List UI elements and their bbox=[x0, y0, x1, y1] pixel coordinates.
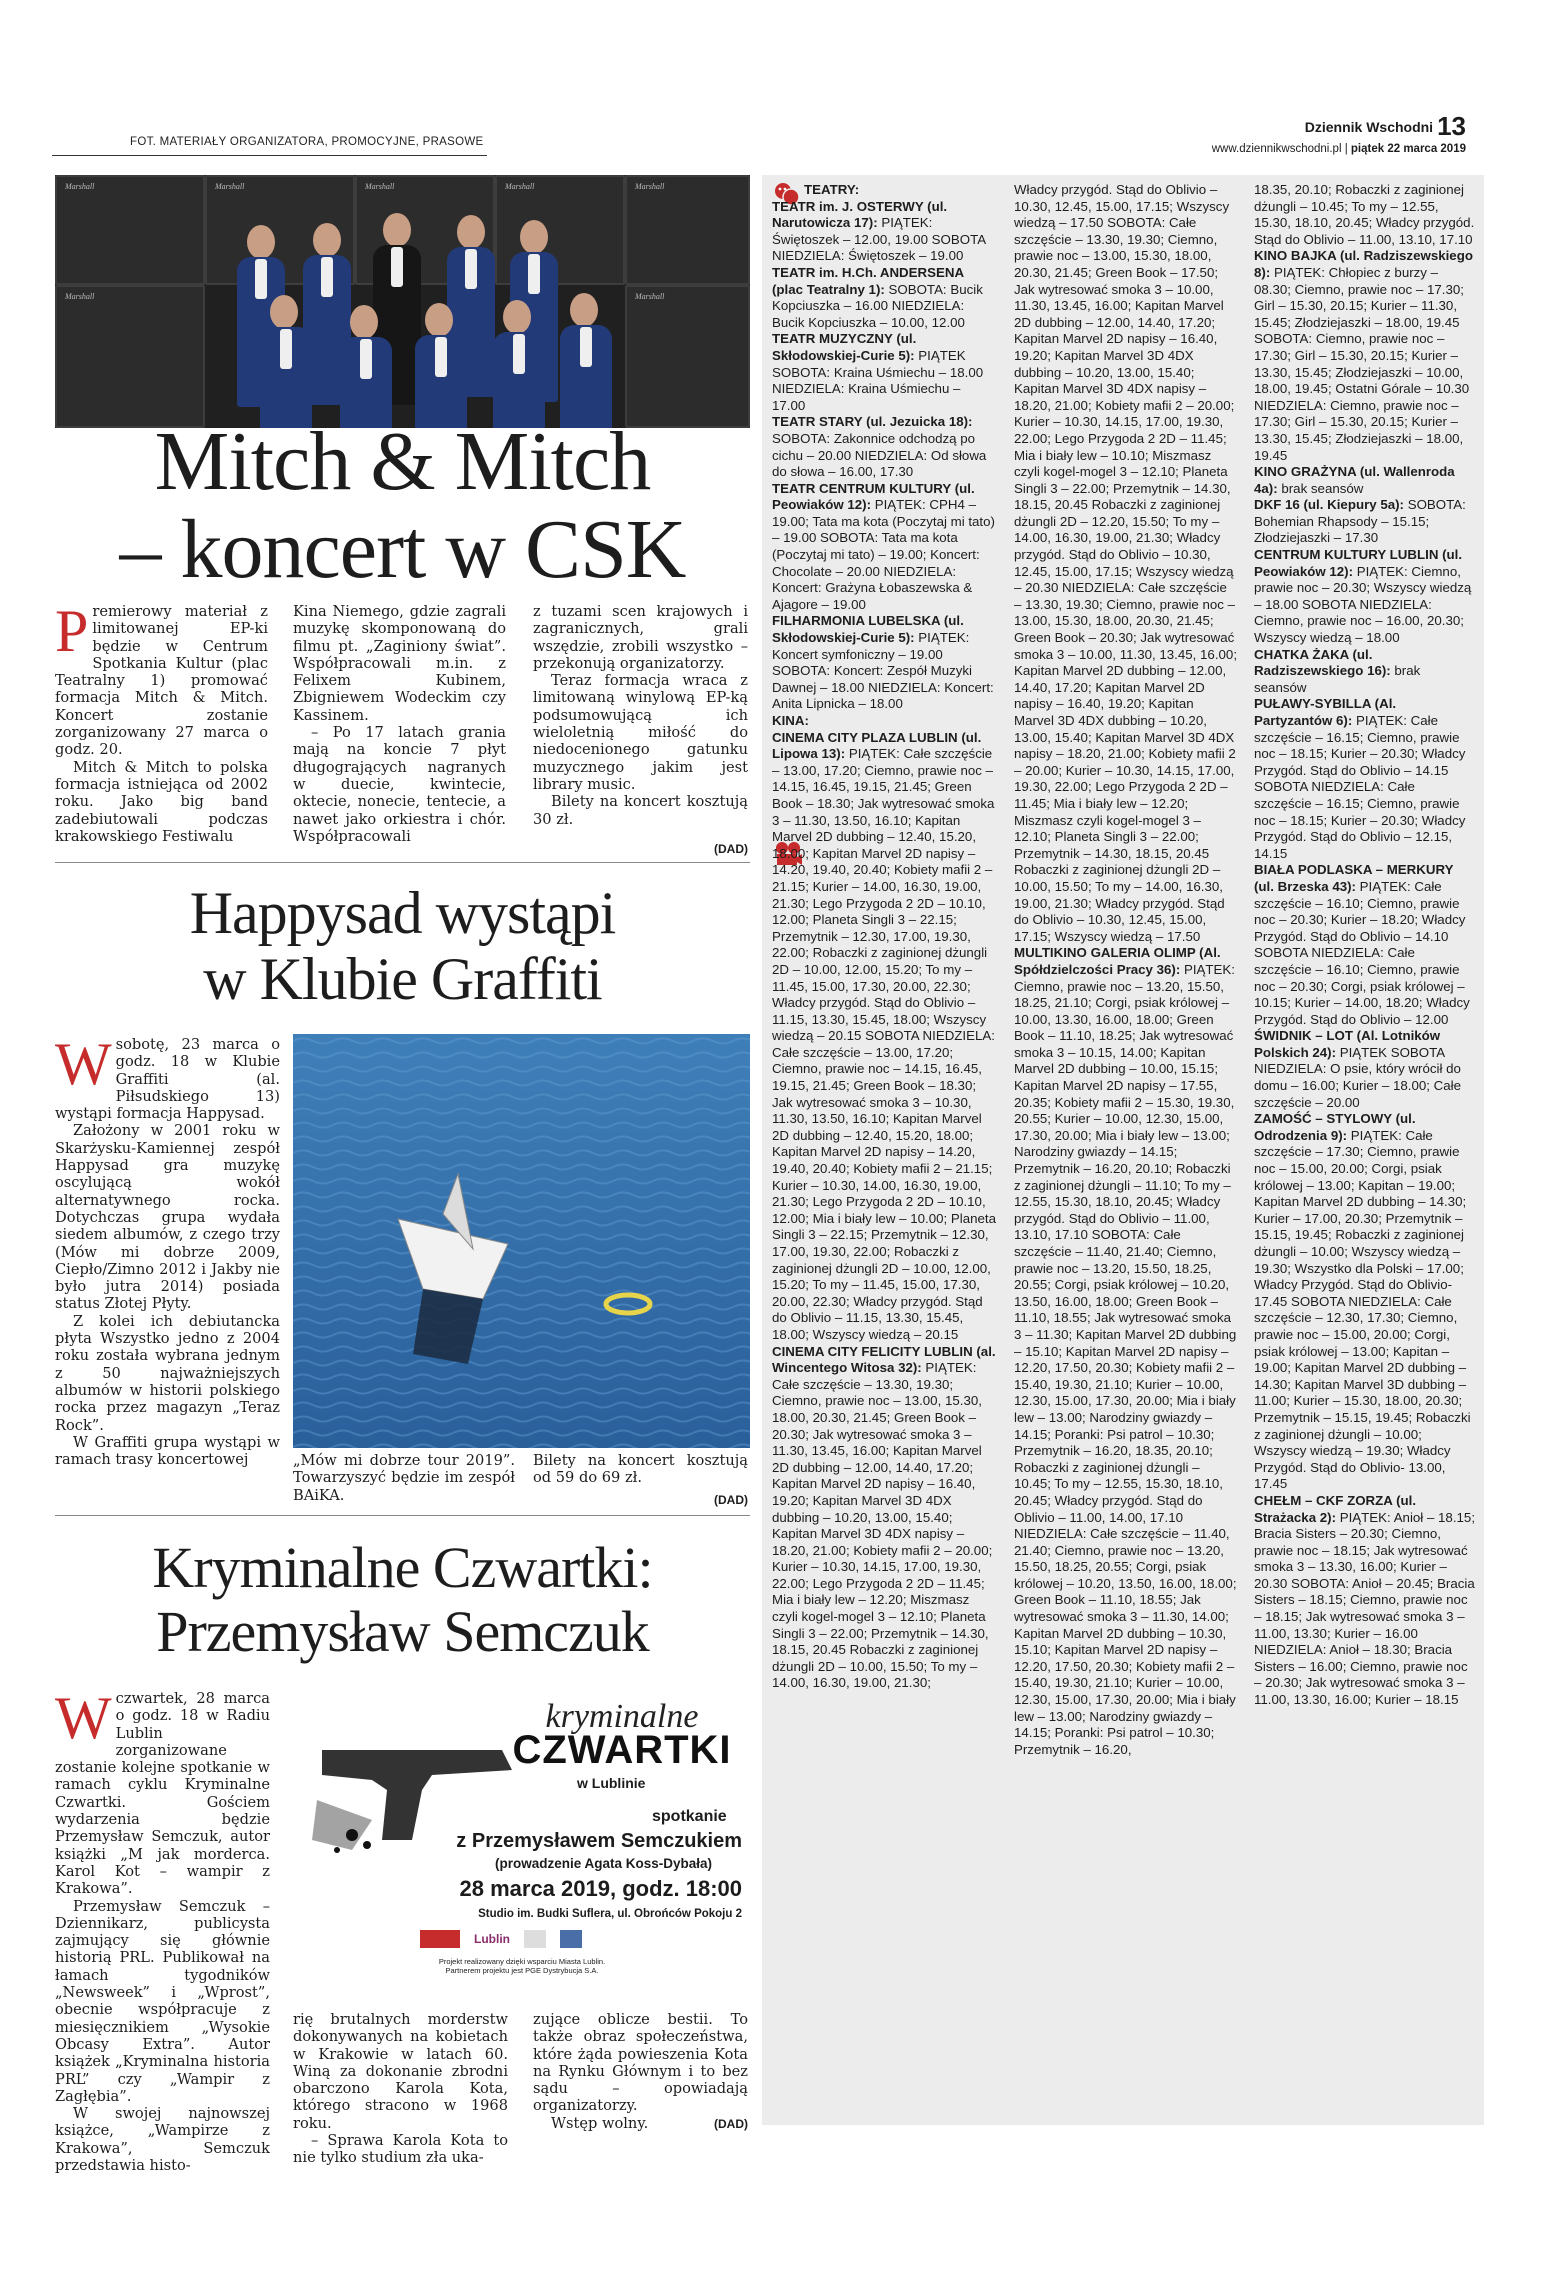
paragraph: Z kolei ich debiutancka płyta Wszystko jedno z 2004 roku została wybrana jednym z 50 najważniejszych albumów w historii polskiego rocka przez magazyn „Teraz Rock”. bbox=[55, 1312, 280, 1434]
article-column bbox=[293, 1452, 515, 1504]
venue-name: MULTIKINO GALERIA OLIMP (Al. Spółdzielczości Pracy 36): bbox=[1014, 945, 1221, 977]
venue-name: TEATR STARY (ul. Jezuicka 18): bbox=[772, 414, 973, 430]
screening-times: PIĄTEK SOBOTA: Kraina Uśmiechu – 18.00 NIEDZIELA: Kraina Uśmiechu – 17.00 bbox=[772, 347, 984, 413]
listings-panel bbox=[762, 175, 1484, 2125]
logo-radio bbox=[420, 1930, 460, 1948]
venue-name: FILHARMONIA LUBELSKA (ul. Skłodowskiej-Curie 5): bbox=[772, 613, 964, 646]
headline-line-1: Happysad wystąpi bbox=[189, 880, 616, 946]
poster-title-main: CZWARTKI bbox=[512, 1728, 732, 1772]
article-column bbox=[55, 598, 268, 845]
headline-line-2: Przemysław Semczuk bbox=[156, 1599, 649, 1664]
article-column bbox=[55, 1685, 270, 2175]
screening-times: PIĄTEK: Ciemno, prawie noc – 13.20, 15.50, 18.25, 21.10; Corgi, psiak królowej – 10.00, 13.30, 16.00, 18.00; Green Book – 11.10, 18.25; Jak wytresować smoka 3 – 10.15, 14.00; Kapitan Marvel 2D dubbing – 10.00, 15.15; Kapitan Marvel 2D napisy – 17.55, 20.35; Kobiety mafii 2 – 15.30, 19.30, 20.55; Kurier – 10.00, 12.30, 15.00, 17.30, 20.00; Mia i biały lew – 13.00; Narodziny gwiazdy – 14.15; Przemytnik – 16.20, 20.10; Robaczki z zaginionej dżungli – 11.10; To my – 12.55, 15.30, 18.10, 20.45; Władcy przygód. Stąd do Oblivio – 11.00, 13.10, 17.10 SOBOTA: Całe szczęście – 11.40, 21.40; Ciemno, prawie noc – 13.20, 15.50, 18.25, 20.55; Corgi, psiak królowej – 10.20, 13.50, 16.00, 18.00; Green Book – 11.10, 18.55; Jak wytresować smoka 3 – 11.30; Kapitan Marvel 2D dubbing – 15.10; Kapitan Marvel 2D napisy – 12.20, 17.50, 20.30; Kobiety mafii 2 – 15.40, 19.30, 21.10; Kurier – 10.00, 12.30, 15.00, 17.30, 20.00; Mia i biały lew – 13.00; Narodziny gwiazdy – 14.15; Poranki: Psi patrol – 10.30; Przemytnik – 16.20, 18.35, 20.10; Robaczki z zaginionej dżungli – 10.45; To my – 12.55, 15.30, 18.10, 20.45; Władcy przygód. Stąd do Oblivio – 11.00, 14.00, 17.10 NIEDZIELA: Całe szczęście – 11.40, 21.40; Ciemno, prawie noc – 13.20, 15.50, 18.25, 20.55; Corgi, psiak królowej – 10.20, 13.50, 16.00, 18.00; Green Book – 11.10, 18.55; Jak wytresować smoka 3 – 11.30, 14.00; Kapitan Marvel 2D dubbing – 10.30, 15.10; Kapitan Marvel 2D napisy – 12.20, 17.50, 20.30; Kobiety mafii 2 – 15.40, 19.30, 21.10; Kurier – 10.00, 12.30, 15.00, 17.30, 20.00; Mia i biały lew – 13.00; Narodziny gwiazdy – 14.15; Poranki: Psi patrol – 10.30; Przemytnik – 16.20, bbox=[1014, 961, 1237, 1757]
venue-name: CENTRUM KULTURY LUBLIN (ul. Peowiaków 12): bbox=[1254, 547, 1463, 579]
boat-photo bbox=[293, 1034, 750, 1448]
venue-name: ZAMOŚĆ – STYLOWY (ul. Odrodzenia 9): bbox=[1254, 1111, 1416, 1143]
paragraph: Bilety na koncert kosztują 30 zł. bbox=[533, 793, 748, 828]
poster-footnote-1: Projekt realizowany dzięki wsparciu Miasta Lublin. bbox=[438, 1957, 606, 1966]
article-column bbox=[533, 603, 748, 828]
venue-name: DKF 16 (ul. Kiepury 5a): bbox=[1254, 497, 1404, 513]
venue-name: KINO GRAŻYNA (ul. Wallenroda 4a): bbox=[1254, 464, 1455, 496]
paragraph: Mitch & Mitch to polska formacja istniejąca od 2002 roku. Jako big band zadebiutowali podczas krakowskiego Festiwalu bbox=[55, 758, 268, 845]
section-divider bbox=[55, 862, 750, 863]
paragraph: Teraz formacja wraca z limitowaną winylową EP-ką podsumowującą ich wieloletnią miłość do niedocenionego gatunku muzycznego jakim jest library music. bbox=[533, 672, 748, 793]
drop-cap: W bbox=[55, 1685, 112, 1751]
venue-name: CINEMA CITY PLAZA LUBLIN (ul. Lipowa 13): bbox=[772, 729, 982, 762]
speaker-logo: Marshall bbox=[65, 292, 95, 301]
drop-cap: W bbox=[55, 1031, 112, 1097]
poster-spotkanie: spotkanie bbox=[652, 1808, 727, 1825]
venue-name: TEATR MUZYCZNY (ul. Skłodowskiej-Curie 5): bbox=[772, 331, 917, 363]
screening-times: PIĄTEK SOBOTA NIEDZIELA: O psie, który wrócił do domu – 16.00; Kurier – 18.00; Całe szczęście – 20.00 bbox=[1254, 1044, 1461, 1110]
paragraph: – Po 17 latach grania mają na koncie 7 płyt długogrających nagranych w duecie, kwintecie, oktecie, nonecie, tentecie, a nawet jako orkiestra i chór. Współpracowali bbox=[293, 724, 506, 845]
logo-pge bbox=[560, 1930, 582, 1948]
speaker-logo: Marshall bbox=[65, 182, 95, 191]
article-headline-kryminalne bbox=[55, 1536, 750, 1664]
issue-date: piątek 22 marca 2019 bbox=[1350, 142, 1466, 155]
paragraph: W swojej najnowszej książce, „Wampirze z Krakowa”, Semczuk przedstawia histo- bbox=[55, 2105, 270, 2175]
poster-footnote bbox=[302, 1957, 742, 1975]
venue-name: TEATR CENTRUM KULTURY (ul. Peowiaków 12): bbox=[772, 480, 975, 513]
listing-text bbox=[772, 182, 997, 1692]
author-signature: (DAD) bbox=[714, 2117, 748, 2131]
venue-name: CHEŁM – CKF ZORZA (ul. Strażacka 2): bbox=[1254, 1492, 1417, 1525]
author-signature: (DAD) bbox=[714, 1493, 748, 1507]
article-column bbox=[533, 1452, 748, 1487]
masthead: Dziennik Wschodni 13 www.dziennikwschodni.pl | piątek 22 marca 2019 bbox=[1211, 111, 1466, 155]
venue-name: TEATR im. H.Ch. ANDERSENA (plac Teatralny 1): bbox=[772, 264, 964, 297]
article-column bbox=[533, 2011, 748, 2132]
headline-line-2: w Klubie Graffiti bbox=[203, 946, 602, 1012]
venue-name: PUŁAWY-SYBILLA (Al. Partyzantów 6): bbox=[1254, 696, 1397, 728]
listing-text bbox=[1014, 182, 1237, 1758]
band-photo bbox=[55, 175, 750, 428]
page-number: 13 bbox=[1437, 111, 1466, 141]
article-column bbox=[55, 1031, 280, 1469]
poster-logos bbox=[420, 1930, 720, 1948]
article-headline-happysad bbox=[55, 880, 750, 1012]
author-signature: (DAD) bbox=[714, 842, 748, 856]
venue-name: KINO BAJKA (ul. Radziszewskiego 8): bbox=[1254, 248, 1473, 280]
speaker-logo: Marshall bbox=[505, 182, 535, 191]
screening-times: PIĄTEK: Świętoszek – 12.00, 19.00 SOBOTA NIEDZIELA: Świętoszek – 19.00 bbox=[772, 215, 986, 264]
venue-name: KINA: bbox=[772, 713, 809, 728]
screening-times: PIĄTEK: Całe szczęście – 17.30; Ciemno, prawie noc – 15.00, 20.00; Corgi, psiak królowej – 13.00; Kapitan – 19.00; Kapitan Marvel 2D dubbing – 14.30; Kurier – 17.00, 20.30; Przemytnik – 15.15, 19.45; Robaczki z zaginionej dżungli – 10.00; Wszyscy wiedzą – 19.30; Wszystko dla Polski – 17.00; Władcy Przygód. Stąd do Oblivio- 17.45 SOBOTA NIEDZIELA: Całe szczęście – 12.30, 17.30; Ciemno, prawie noc – 15.00, 20.00; Corgi, psiak królowej – 13.00; Kapitan – 19.00; Kapitan Marvel 2D dubbing – 14.30; Kapitan Marvel 3D dubbing – 11.00; Kurier – 15.30, 18.00, 20.30; Przemytnik – 15.15, 19.45; Robaczki z zaginionej dżungli – 10.00; Wszyscy wiedzą – 19.30; Władcy Przygód. Stąd do Oblivio- 13.00, 17.45 bbox=[1254, 1127, 1471, 1492]
venue-name: ŚWIDNIK – LOT (Al. Lotników Polskich 24): bbox=[1254, 1028, 1441, 1060]
screening-times: brak seansów bbox=[1254, 663, 1421, 695]
screening-times: PIĄTEK: Anioł – 18.15; Bracia Sisters – 20.30; Ciemno, prawie noc – 18.15; Jak wytresować smoka 3 – 13.30, 16.00; Kurier – 20.30 SOBOTA: Anioł – 20.45; Bracia Sisters – 18.15; Ciemno, prawie noc – 18.15; Jak wytresować smoka 3 – 11.00, 13.30; Kurier – 16.00 NIEDZIELA: Anioł – 18.30; Bracia Sisters – 16.00; Ciemno, prawie noc – 20.30; Jak wytresować smoka 3 – 11.00, 13.30, 16.00; Kurier – 18.15 bbox=[1254, 1509, 1476, 1708]
paragraph: Kina Niemego, gdzie zagrali muzykę skomponowaną do filmu pt. „Zaginiony świat”. Współpracowali m.in. z Felixem Kubinem, Zbigniewem Wodeckim czy Kassinem. bbox=[293, 603, 506, 724]
speaker-logo: Marshall bbox=[365, 182, 395, 191]
paragraph: remierowy materiał z limitowanej EP-ki będzie w Centrum Spotkania Kultur (plac Teatralny 1) promować formacja Mitch & Mitch. Koncert zostanie zorganizowany 27 marca o godz. 20. bbox=[55, 603, 268, 759]
newspaper-name: Dziennik Wschodni bbox=[1304, 119, 1434, 135]
article-headline-mitch bbox=[55, 415, 750, 596]
screening-times: PIĄTEK: Całe szczęście – 16.10; Ciemno, prawie noc – 20.30; Kurier – 18.20; Władcy Przygód. Stąd do Oblivio – 14.10 SOBOTA NIEDZIELA: Całe szczęście – 16.10; Ciemno, prawie noc – 20.30; Corgi, psiak królowej – 10.15; Kurier – 14.00, 18.20; Władcy Przygód. Stąd do Oblivio – 12.00 bbox=[1254, 878, 1470, 1027]
listings-column-1 bbox=[772, 182, 997, 1692]
poster-guest: z Przemysławem Semczukiem bbox=[456, 1830, 742, 1852]
screening-times: brak seansów bbox=[1277, 480, 1364, 496]
headline-line-1: Kryminalne Czwartki: bbox=[152, 1535, 653, 1600]
poster-venue: Studio im. Budki Suflera, ul. Obrońców Pokoju 2 bbox=[478, 1908, 742, 1920]
screening-times: PIĄTEK: CPH4 – 19.00; Tata ma kota (Poczytaj mi tato) – 19.00 SOBOTA: Tata ma kota (Poczytaj mi tato) – 19.00; Koncert: Chocolate – 20.00 NIEDZIELA: Koncert: Grażyna Łobaszewska & Ajagore – 19.00 bbox=[772, 497, 995, 612]
paragraph: – Sprawa Karola Kota to nie tylko studium zła uka- bbox=[293, 2132, 508, 2167]
venue-name: BIAŁA PODLASKA – MERKURY (ul. Brzeska 43): bbox=[1254, 862, 1454, 894]
poster-date: 28 marca 2019, godz. 18:00 bbox=[459, 1876, 742, 1901]
poster-host: (prowadzenie Agata Koss-Dybała) bbox=[494, 1856, 712, 1871]
screening-times: PIĄTEK: Całe szczęście – 13.00, 17.20; Ciemno, prawie noc – 14.15, 16.45, 19.15, 21.45; Green Book – 18.30; Jak wytresować smoka 3 – 11.30, 13.50, 16.10; Kapitan Marvel 2D dubbing – 12.40, 15.20, 18.00; Kapitan Marvel 2D napisy – 14.20, 19.40, 20.40; Kobiety mafii 2 – 21.15; Kurier – 14.00, 16.30, 19.00, 21.30; Lego Przygoda 2 2D – 10.10, 12.00; Planeta Singli 3 – 22.15; Przemytnik – 12.30, 17.00, 19.30, 22.00; Robaczki z zaginionej dżungli 2D – 10.00, 12.00, 15.20; To my – 11.45, 15.00, 17.30, 20.00, 22.30; Władcy przygód. Stąd do Oblivio – 11.15, 13.30, 15.45, 18.00; Wszyscy wiedzą – 20.15 SOBOTA NIEDZIELA: Całe szczęście – 13.00, 17.20; Ciemno, prawie noc – 14.15, 16.45, 19.15, 21.45; Green Book – 18.30; Jak wytresować smoka 3 – 10.30, 11.30, 13.50, 16.10; Kapitan Marvel 2D dubbing – 12.40, 15.20, 18.00; Kapitan Marvel 2D napisy – 14.20, 19.40, 20.40; Kobiety mafii 2 – 21.15; Kurier – 10.30, 14.00, 16.30, 19.00, 21.30; Lego Przygoda 2 2D – 10.10, 12.00; Mia i biały lew – 10.00; Planeta Singli 3 – 22.15; Przemytnik – 12.30, 17.00, 19.30, 22.00; Robaczki z zaginionej dżungli 2D – 10.00, 12.00, 15.20; To my – 11.45, 15.00, 17.30, 20.00, 22.30; Władcy przygód. Stąd do Oblivio – 11.15, 13.30, 15.45, 18.00; Wszyscy wiedzą – 20.15 bbox=[772, 746, 996, 1342]
paragraph: Bilety na koncert kosztują od 59 do 69 zł. bbox=[533, 1452, 748, 1487]
website-link[interactable]: www.dziennikwschodni.pl bbox=[1211, 142, 1342, 155]
article-column bbox=[293, 2011, 508, 2167]
poster-title-top: kryminalne bbox=[545, 1698, 699, 1735]
header-rule bbox=[52, 155, 487, 156]
logo-partner bbox=[524, 1930, 546, 1948]
screening-times: 18.35, 20.10; Robaczki z zaginionej dżungli – 10.45; To my – 12.55, 15.30, 18.10, 20.45; Władcy przygód. Stąd do Oblivio – 11.00, 13.10, 17.10 bbox=[1254, 182, 1475, 247]
paragraph: czwartek, 28 marca o godz. 18 w Radiu Lublin zorganizowane zostanie kolejne spotkanie w ramach cyklu Kryminalne Czwartki. Gościem wydarzenia będzie Przemysław Semczuk, autor książki „M jak morderca. Karol Kot – wampir z Krakowa”. bbox=[55, 1690, 270, 1898]
speaker-logo: Marshall bbox=[215, 182, 245, 191]
paragraph: zujące oblicze bestii. To także obraz społeczeństwa, które żąda powieszenia Kota na Rynku Głównym i to bez sądu – opowiadają organizatorzy. bbox=[533, 2011, 748, 2115]
screening-times: PIĄTEK: Ciemno, prawie noc – 20.30; Wszyscy wiedzą – 18.00 SOBOTA NIEDZIELA: Ciemno, prawie noc – 16.00, 20.30; Wszyscy wiedzą – 18.00 bbox=[1254, 563, 1472, 646]
article-column bbox=[293, 603, 506, 845]
poster-city: w Lublinie bbox=[577, 1775, 646, 1791]
venue-name: TEATR im. J. OSTERWY (ul. Narutowicza 17): bbox=[772, 198, 948, 231]
screening-times: Władcy przygód. Stąd do Oblivio – 10.30, 12.45, 15.00, 17.15; Wszyscy wiedzą – 17.50 SOBOTA: Całe szczęście – 13.30, 19.30; Ciemno, prawie noc – 13.00, 15.30, 18.00, 20.30, 21.45; Green Book – 17.50; Jak wytresować smoka 3 – 10.00, 11.30, 13.45, 16.00; Kapitan Marvel 2D dubbing – 12.00, 14.40, 17.20; Kapitan Marvel 2D napisy – 16.40, 19.20; Kapitan Marvel 3D 4DX dubbing – 10.20, 13.00, 15.40; Kapitan Marvel 3D 4DX napisy – 18.20, 21.00; Kobiety mafii 2 – 20.00; Kurier – 10.30, 14.15, 17.00, 19.30, 22.00; Lego Przygoda 2 2D – 11.45; Mia i biały lew – 10.10; Miszmasz czyli kogel-mogel 3 – 12.10; Planeta Singli 3 – 22.00; Przemytnik – 14.30, 18.15, 20.45 Robaczki z zaginionej dżungli 2D – 12.20, 15.50; To my – 14.00, 16.30, 19.00, 21.30; Władcy przygód. Stąd do Oblivio – 10.30, 12.45, 15.00, 17.15; Wszyscy wiedzą – 20.30 NIEDZIELA: Całe szczęście – 13.30, 19.30; Ciemno, prawie noc – 13.00, 15.30, 18.00, 20.30, 21.45; Green Book – 20.30; Jak wytresować smoka 3 – 10.00, 11.30, 13.45, 16.00; Kapitan Marvel 2D dubbing – 12.00, 14.40, 17.20; Kapitan Marvel 2D napisy – 16.40, 19.20; Kapitan Marvel 3D 4DX dubbing – 10.20, 13.00, 15.40; Kapitan Marvel 3D 4DX napisy – 18.20, 21.00; Kobiety mafii 2 – 20.00; Kurier – 10.30, 14.15, 17.00, 19.30, 22.00; Lego Przygoda 2 2D – 11.45; Mia i biały lew – 12.20; Miszmasz czyli kogel-mogel 3 – 12.10; Planeta Singli 3 – 22.00; Przemytnik – 14.30, 18.15, 20.45 Robaczki z zaginionej dżungli 2D – 10.00, 15.50; To my – 14.00, 16.30, 19.00, 21.30; Władcy przygód. Stąd do Oblivio – 10.30, 12.45, 15.00, 17.15; Wszyscy wiedzą – 17.50 bbox=[1014, 182, 1238, 944]
screening-times: PIĄTEK: Koncert symfoniczny – 19.00 SOBOTA: Koncert: Zespół Muzyki Dawnej – 18.00 NIEDZIELA: Koncert: Anita Lipnicka – 18.00 bbox=[772, 630, 994, 712]
screening-times: SOBOTA: Zakonnice odchodzą po cichu – 20.00 NIEDZIELA: Od słowa do słowa – 16.00, 17.30 bbox=[772, 430, 987, 480]
screening-times: PIĄTEK: Całe szczęście – 13.30, 19.30; Ciemno, prawie noc – 13.00, 15.30, 18.00, 20.30, 21.45; Green Book – 20.30; Jak wytresować smoka 3 – 11.30, 13.45, 16.00; Kapitan Marvel 2D dubbing – 12.00, 14.40, 17.20; Kapitan Marvel 2D napisy – 16.40, 19.20; Kapitan Marvel 3D 4DX dubbing – 10.20, 13.00, 15.40; Kapitan Marvel 3D 4DX napisy – 18.20, 21.00; Kobiety mafii 2 – 20.00; Kurier – 10.30, 14.15, 17.00, 19.30, 22.00; Lego Przygoda 2 2D – 11.45; Mia i biały lew – 12.20; Miszmasz czyli kogel-mogel 3 – 12.10; Planeta Singli 3 – 22.00; Przemytnik – 14.30, 18.15, 20.45 Robaczki z zaginionej dżungli 2D – 10.00, 15.50; To my – 14.00, 16.30, 19.00, 21.30; bbox=[772, 1360, 993, 1691]
speaker-logo: Marshall bbox=[635, 182, 665, 191]
paragraph: „Mów mi dobrze tour 2019”. Towarzyszyć będzie im zespół BAiKA. bbox=[293, 1452, 515, 1504]
headline-line-1: Mitch & Mitch bbox=[154, 415, 651, 508]
listings-column-2 bbox=[1014, 182, 1237, 1758]
poster-footnote-2: Partnerem projektu jest PGE Dystrybucja S.A. bbox=[445, 1966, 599, 1975]
headline-line-2: – koncert w CSK bbox=[119, 503, 686, 596]
screening-times: SOBOTA: Bohemian Rhapsody – 15.15; Złodziejaszki – 17.30 bbox=[1254, 497, 1466, 546]
listings-column-3 bbox=[1254, 182, 1476, 1709]
paragraph: Wstęp wolny. bbox=[551, 2114, 649, 2132]
paragraph: Założony w 2001 roku w Skarżysku-Kamiennej zespół Happysad gra muzykę oscylującą wokół alternatywnego rocka. Dotychczas grupa wydała siedem albumów, z czego trzy (Mów mi dobrze 2009, Ciepło/Zimno 2012 i Jakby nie było jutra 2014) posiada status Złotej Płyty. bbox=[55, 1122, 280, 1313]
photo-credit: FOT. MATERIAŁY ORGANIZATORA, PROMOCYJNE, PRASOWE bbox=[130, 136, 484, 148]
paragraph: rię brutalnych morderstw dokonywanych na kobietach w Krakowie w latach 60. Winą za dokonanie zbrodni obarczono Karola Kota, którego stracono w 1968 roku. bbox=[293, 2011, 508, 2132]
drop-cap: P bbox=[55, 598, 89, 664]
event-poster bbox=[292, 1690, 750, 1985]
screening-times: PIĄTEK: Całe szczęście – 16.15; Ciemno, prawie noc – 18.15; Kurier – 20.30; Władcy Przygód. Stąd do Oblivio – 14.15 SOBOTA NIEDZIELA: Całe szczęście – 16.15; Ciemno, prawie noc – 18.15; Kurier – 20.30; Władcy Przygód. Stąd do Oblivio – 12.15, 14.15 bbox=[1254, 713, 1466, 861]
paragraph: sobotę, 23 marca o godz. 18 w Klubie Graffiti (al. Piłsudskiego 13) wystąpi formacja Happysad. bbox=[55, 1036, 280, 1123]
paragraph: z tuzami scen krajowych i zagranicznych, grali wszędzie, zrobili wszystko – przekonują organizatorzy. bbox=[533, 603, 748, 672]
section-divider bbox=[55, 1515, 750, 1516]
speaker-logo: Marshall bbox=[635, 292, 665, 301]
listing-text bbox=[1254, 182, 1476, 1709]
screening-times: SOBOTA: Bucik Kopciuszka – 16.00 NIEDZIELA: Bucik Kopciuszka – 10.00, 12.00 bbox=[772, 281, 983, 330]
paragraph: Przemysław Semczuk – Dziennikarz, publicysta zajmujący się głównie historią PRL. Publikował na łamach tygodników „Newsweek” i „Wprost”, obecnie współpracuje z miesięcznikiem „Wysokie Obcasy Extra”. Autor książek „Kryminalna historia PRL” czy „Wampir z Zagłębia”. bbox=[55, 1897, 270, 2105]
venue-name: TEATRY: bbox=[804, 182, 860, 197]
paragraph: W Graffiti grupa wystąpi w ramach trasy koncertowej bbox=[55, 1433, 280, 1469]
venue-name: CINEMA CITY FELICITY LUBLIN (al. Wincentego Witosa 32): bbox=[772, 1343, 996, 1376]
venue-name: CHATKA ŻAKA (ul. Radziszewskiego 16): bbox=[1254, 646, 1391, 679]
logo-lublin: Lublin bbox=[474, 1932, 510, 1946]
screening-times: PIĄTEK: Chłopiec z burzy – 08.30; Ciemno, prawie noc – 17.30; Girl – 15.30, 20.15; Kurier – 11.30, 15.45; Złodziejaszki – 18.00, 19.45 SOBOTA: Ciemno, prawie noc – 17.30; Girl – 15.30, 20.15; Kurier – 13.30, 15.45; Złodziejaszki – 10.00, 18.00, 19.45; Ostatni Górale – 10.30 NIEDZIELA: Ciemno, prawie noc – 17.30; Girl – 15.30, 20.15; Kurier – 13.30, 15.45; Złodziejaszki – 18.00, 19.45 bbox=[1254, 264, 1470, 463]
